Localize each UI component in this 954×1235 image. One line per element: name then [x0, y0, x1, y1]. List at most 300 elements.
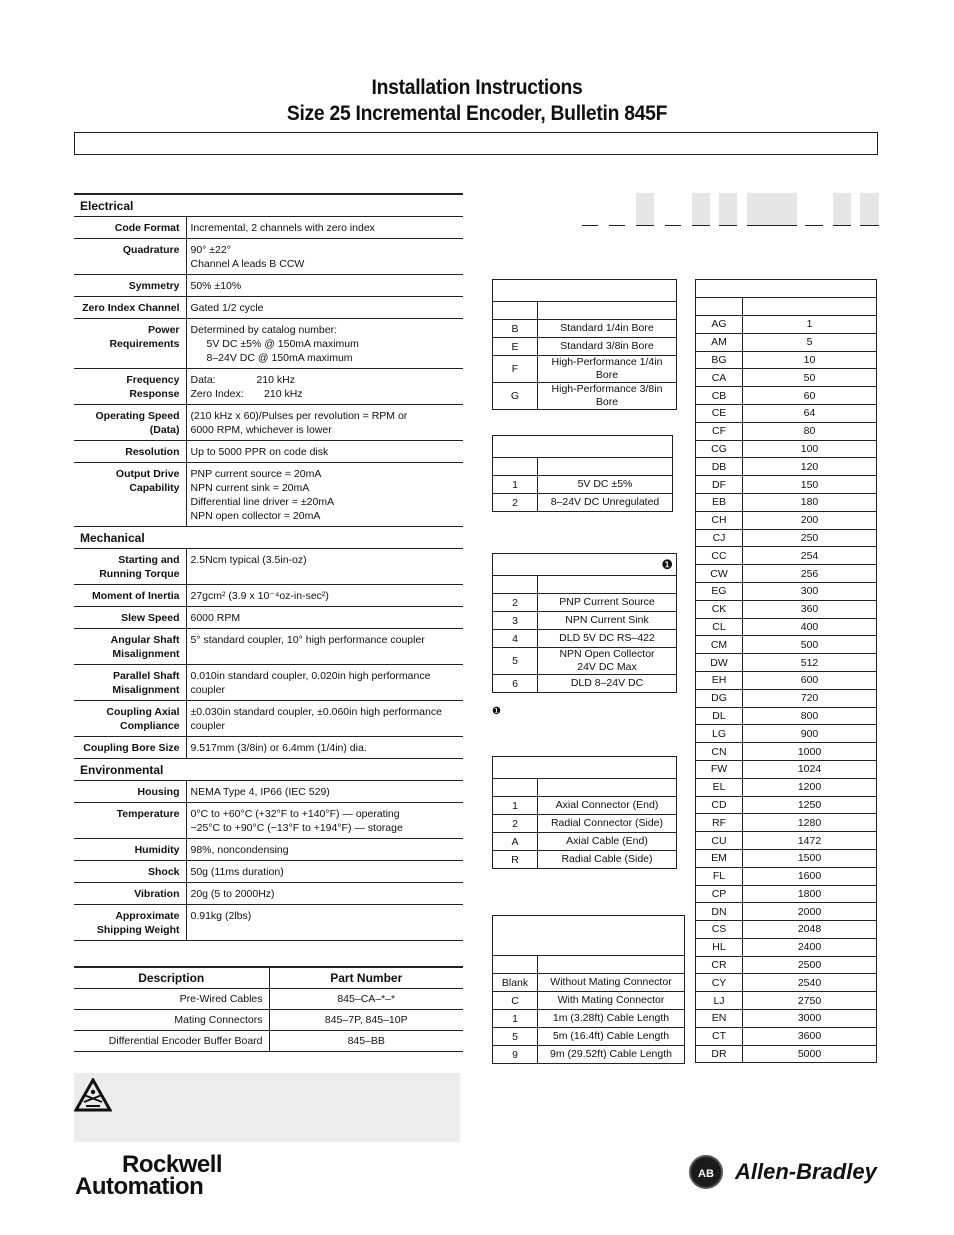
accessories-header-description: Description [74, 968, 269, 989]
ppr-code: CJ [696, 529, 743, 547]
ppr-row [696, 796, 877, 814]
ppr-value: 10 [743, 351, 877, 369]
ppr-code: EL [696, 778, 743, 796]
spec-section-title: Electrical [74, 195, 463, 217]
output-option-description: DLD 8–24V DC [538, 675, 677, 693]
spec-row [74, 369, 463, 405]
cable-option-description: Without Mating Connector [538, 974, 685, 992]
spec-value [186, 781, 463, 803]
ppr-row [696, 707, 877, 725]
spec-value-line: coupler [190, 720, 225, 732]
accessory-row [74, 1031, 463, 1052]
rockwell-automation-logo [75, 1151, 223, 1200]
spec-label [74, 441, 186, 463]
spec-label-line: Frequency [126, 374, 180, 386]
accessory-part-number: 845–7P, 845–10P [269, 1010, 463, 1031]
spec-row [74, 585, 463, 607]
spec-value-line: 50g (11ms duration) [190, 866, 284, 878]
cable-option-subheader-desc [538, 956, 685, 974]
bore-option-header-cell [493, 280, 677, 302]
spec-value-line: NPN current sink = 20mA [190, 482, 310, 494]
ppr-code: CA [696, 369, 743, 387]
cable-option-code: Blank [493, 974, 538, 992]
spec-label-line: (Data) [149, 424, 180, 436]
ppr-code: CT [696, 1027, 743, 1045]
ppr-code: CN [696, 743, 743, 761]
spec-label [74, 607, 186, 629]
spec-label-line: Humidity [134, 844, 180, 856]
spec-value-line: 6000 RPM [190, 612, 241, 624]
connector-option-code: 1 [493, 797, 538, 815]
connector-option-code: 2 [493, 815, 538, 833]
ppr-row [696, 1045, 877, 1063]
output-option-code: 4 [493, 630, 538, 648]
ppr-code: CU [696, 832, 743, 850]
ppr-value: 1024 [743, 760, 877, 778]
ppr-row [696, 600, 877, 618]
cable-option-description: With Mating Connector [538, 992, 685, 1010]
spec-section-row [74, 195, 463, 217]
spec-row [74, 463, 463, 527]
header-rule-box [74, 132, 878, 155]
cable-option-row [493, 992, 685, 1010]
spec-row [74, 319, 463, 369]
ppr-row [696, 885, 877, 903]
output-type-table [492, 553, 677, 693]
ppr-code: CY [696, 974, 743, 992]
spec-label-line: Response [129, 388, 180, 400]
spec-label-line: Symmetry [128, 280, 180, 292]
ppr-code: FL [696, 867, 743, 885]
ppr-value: 2500 [743, 956, 877, 974]
spec-label-line: Quadrature [122, 244, 180, 256]
spec-label [74, 839, 186, 861]
spec-label [74, 405, 186, 441]
ppr-row [696, 992, 877, 1010]
spec-value-line: 9.517mm (3/8in) or 6.4mm (1/4in) dia. [190, 742, 367, 754]
spec-label-line: Coupling Axial [106, 706, 180, 718]
spec-label-line: Output Drive [115, 468, 180, 480]
ppr-value: 100 [743, 440, 877, 458]
output-option-row [493, 594, 677, 612]
connector-option-row [493, 833, 677, 851]
spec-section-title: Environmental [74, 759, 463, 781]
cable-option-subheader [493, 956, 685, 974]
connector-option-description: Radial Cable (Side) [538, 851, 677, 869]
spec-label-line: Parallel Shaft [112, 670, 180, 682]
spec-label [74, 861, 186, 883]
ppr-value: 64 [743, 404, 877, 422]
spec-value-line: 0.91kg (2lbs) [190, 910, 252, 922]
ppr-row [696, 760, 877, 778]
spec-value [186, 883, 463, 905]
spec-label-line: Slew Speed [121, 612, 180, 624]
ppr-code: CL [696, 618, 743, 636]
ppr-value: 1472 [743, 832, 877, 850]
ppr-row [696, 1027, 877, 1045]
spec-label [74, 369, 186, 405]
output-option-subheader [493, 576, 677, 594]
ppr-value: 1600 [743, 867, 877, 885]
cable-option-code: C [493, 992, 538, 1010]
accessories-header-part-number: Part Number [269, 968, 463, 989]
ppr-code: LJ [696, 992, 743, 1010]
connector-option-header [493, 757, 677, 779]
ppr-value: 900 [743, 725, 877, 743]
output-option-description: DLD 5V DC RS–422 [538, 630, 677, 648]
spec-label [74, 629, 186, 665]
bore-option-description: Standard 3/8in Bore [538, 338, 677, 356]
ppr-value: 2048 [743, 921, 877, 939]
spec-value [186, 441, 463, 463]
spec-value [186, 239, 463, 275]
spec-value [186, 463, 463, 527]
ppr-code: DW [696, 654, 743, 672]
spec-value-line: 27gcm² (3.9 x 10⁻⁴oz-in-sec²) [190, 590, 329, 602]
spec-label-line: Code Format [114, 222, 180, 234]
spec-label [74, 463, 186, 527]
connector-option-code: A [493, 833, 538, 851]
spec-value [186, 737, 463, 759]
supply-voltage-table [492, 435, 673, 512]
spec-value [186, 297, 463, 319]
connector-option-row [493, 797, 677, 815]
ppr-code: CB [696, 387, 743, 405]
cable-option-header-cell [493, 916, 685, 956]
output-option-row [493, 630, 677, 648]
ppr-value: 5 [743, 333, 877, 351]
ppr-row [696, 547, 877, 565]
spec-label [74, 275, 186, 297]
spec-label [74, 701, 186, 737]
spec-row [74, 217, 463, 239]
supply-option-row [493, 476, 673, 494]
spec-label-line: Starting and [118, 554, 180, 566]
spec-label-line: Vibration [134, 888, 180, 900]
bore-option-code: F [493, 356, 538, 383]
spec-value-line: 50% ±10% [190, 280, 242, 292]
cable-option-code: 1 [493, 1010, 538, 1028]
ppr-row [696, 511, 877, 529]
attention-box [74, 1073, 460, 1142]
spec-row [74, 405, 463, 441]
ppr-code: BG [696, 351, 743, 369]
ppr-value: 1250 [743, 796, 877, 814]
spec-label-line: Resolution [125, 446, 180, 458]
supply-option-code: 1 [493, 476, 538, 494]
cable-option-row [493, 1010, 685, 1028]
spec-value-line: 8–24V DC @ 150mA maximum [206, 352, 353, 364]
ppr-row [696, 921, 877, 939]
accessory-row [74, 989, 463, 1010]
ppr-value: 3600 [743, 1027, 877, 1045]
ppr-code: DF [696, 476, 743, 494]
ppr-row [696, 529, 877, 547]
connector-option-description: Axial Cable (End) [538, 833, 677, 851]
spec-value [186, 839, 463, 861]
spec-label [74, 883, 186, 905]
ppr-row [696, 974, 877, 992]
output-note-marker: ❶ [661, 556, 673, 572]
spec-row [74, 549, 463, 585]
ppr-row [696, 387, 877, 405]
spec-label [74, 781, 186, 803]
spec-row [74, 665, 463, 701]
ppr-value: 1200 [743, 778, 877, 796]
spec-section-row [74, 759, 463, 781]
ppr-row [696, 832, 877, 850]
ppr-value: 720 [743, 689, 877, 707]
accessory-description: Mating Connectors [74, 1010, 269, 1031]
ppr-code: EM [696, 849, 743, 867]
rockwell-logo-line2: Automation [75, 1173, 204, 1200]
ppr-value: 600 [743, 671, 877, 689]
spec-row [74, 629, 463, 665]
ppr-row [696, 689, 877, 707]
ppr-row [696, 476, 877, 494]
ppr-row [696, 333, 877, 351]
ppr-code: AM [696, 333, 743, 351]
spec-value [186, 405, 463, 441]
spec-row [74, 607, 463, 629]
output-option-row [493, 648, 677, 675]
bore-option-row [493, 356, 677, 383]
ppr-row [696, 1010, 877, 1028]
spec-value-line: 0.010in standard coupler, 0.020in high performance [190, 670, 431, 682]
ppr-code: CG [696, 440, 743, 458]
spec-label-line: Shock [147, 866, 180, 878]
ppr-value: 512 [743, 654, 877, 672]
supply-option-header [493, 436, 673, 458]
spec-value-line: ±0.030in standard coupler, ±0.060in high performance [190, 706, 442, 718]
spec-label-line: Coupling Bore Size [83, 742, 180, 754]
spec-row [74, 839, 463, 861]
spec-label-line: Temperature [116, 808, 180, 820]
connector-option-subheader-code [493, 779, 538, 797]
spec-value-line: Determined by catalog number: [190, 324, 337, 336]
bore-option-table [492, 279, 677, 410]
accessory-part-number: 845–BB [269, 1031, 463, 1052]
spec-label-line: Running Torque [99, 568, 180, 580]
bore-option-row [493, 338, 677, 356]
ppr-value: 3000 [743, 1010, 877, 1028]
cable-option-description: 5m (16.4ft) Cable Length [538, 1028, 685, 1046]
supply-option-description: 5V DC ±5% [538, 476, 673, 494]
spec-value [186, 803, 463, 839]
spec-row [74, 297, 463, 319]
ppr-row [696, 849, 877, 867]
connector-option-row [493, 851, 677, 869]
connector-option-description: Axial Connector (End) [538, 797, 677, 815]
supply-option-subheader-code [493, 458, 538, 476]
ppr-value: 50 [743, 369, 877, 387]
supply-option-row [493, 494, 673, 512]
spec-row [74, 781, 463, 803]
bore-option-subheader-desc [538, 302, 677, 320]
spec-row [74, 905, 463, 941]
accessory-description: Differential Encoder Buffer Board [74, 1031, 269, 1052]
ppr-value: 1000 [743, 743, 877, 761]
ppr-code: RF [696, 814, 743, 832]
spec-value [186, 369, 463, 405]
output-option-code: 6 [493, 675, 538, 693]
output-footnote-mark: ❶ [492, 706, 501, 717]
rockwell-logo-line1: Rockwell [122, 1151, 223, 1178]
ppr-code: EG [696, 582, 743, 600]
ppr-value: 2540 [743, 974, 877, 992]
spec-label [74, 665, 186, 701]
ppr-code: CH [696, 511, 743, 529]
ppr-value: 254 [743, 547, 877, 565]
ppr-row [696, 956, 877, 974]
ppr-code: DN [696, 903, 743, 921]
spec-label [74, 905, 186, 941]
ppr-row [696, 565, 877, 583]
spec-value [186, 585, 463, 607]
ppr-value: 400 [743, 618, 877, 636]
spec-label-line: Misalignment [112, 684, 180, 696]
connector-option-subheader-desc [538, 779, 677, 797]
ppr-value: 180 [743, 493, 877, 511]
spec-value-line: Up to 5000 PPR on code disk [190, 446, 329, 458]
ppr-value: 1800 [743, 885, 877, 903]
supply-option-header-cell [493, 436, 673, 458]
spec-row [74, 441, 463, 463]
ppr-value: 256 [743, 565, 877, 583]
spec-label-line: Requirements [109, 338, 180, 350]
ppr-value: 2000 [743, 903, 877, 921]
bore-option-subheader [493, 302, 677, 320]
supply-option-code: 2 [493, 494, 538, 512]
spec-value [186, 665, 463, 701]
spec-label [74, 319, 186, 369]
spec-label-line: Shipping Weight [96, 924, 180, 936]
ppr-code: CS [696, 921, 743, 939]
output-option-description: NPN Open Collector 24V DC Max [538, 648, 677, 675]
supply-option-subheader-desc [538, 458, 673, 476]
spec-value-line: 90° ±22° [190, 244, 231, 256]
ppr-row [696, 671, 877, 689]
spec-label [74, 549, 186, 585]
cable-option-header [493, 916, 685, 956]
ppr-header-cell [696, 280, 877, 298]
ppr-code: DB [696, 458, 743, 476]
output-option-row [493, 675, 677, 693]
ppr-row [696, 903, 877, 921]
spec-label-line: Power [147, 324, 180, 336]
ppr-row [696, 814, 877, 832]
spec-value [186, 275, 463, 297]
connector-option-code: R [493, 851, 538, 869]
spec-value [186, 607, 463, 629]
ppr-row [696, 725, 877, 743]
spec-value-line: 5° standard coupler, 10° high performance coupler [190, 634, 425, 646]
ppr-row [696, 458, 877, 476]
ppr-value: 2750 [743, 992, 877, 1010]
spec-value-line: Differential line driver = ±20mA [190, 496, 335, 508]
bore-option-row [493, 320, 677, 338]
spec-label [74, 803, 186, 839]
ppr-value: 1500 [743, 849, 877, 867]
ppr-code: HL [696, 938, 743, 956]
spec-row [74, 861, 463, 883]
ppr-row [696, 618, 877, 636]
accessory-description: Pre-Wired Cables [74, 989, 269, 1010]
connector-option-row [493, 815, 677, 833]
spec-value [186, 701, 463, 737]
spec-value-line: Zero Index: 210 kHz [190, 388, 303, 400]
output-option-description: PNP Current Source [538, 594, 677, 612]
ppr-value: 5000 [743, 1045, 877, 1063]
spec-label-line: Moment of Inertia [91, 590, 180, 602]
output-option-code: 3 [493, 612, 538, 630]
ppr-row [696, 582, 877, 600]
ppr-value: 60 [743, 387, 877, 405]
warning-triangle-icon [74, 1078, 112, 1112]
spec-label-line: Compliance [119, 720, 180, 732]
ppr-code: FW [696, 760, 743, 778]
accessory-part-number: 845–CA–*–* [269, 989, 463, 1010]
accessories-table [74, 966, 463, 1052]
cable-option-description: 9m (29.52ft) Cable Length [538, 1046, 685, 1064]
bore-option-description: High-Performance 1/4in Bore [538, 356, 677, 383]
ppr-header [696, 280, 877, 298]
spec-section-row [74, 527, 463, 549]
ppr-row [696, 404, 877, 422]
spec-value-line: (210 kHz x 60)/Pulses per revolution = RPM or [190, 410, 408, 422]
ppr-code: LG [696, 725, 743, 743]
spec-row [74, 883, 463, 905]
spec-value-line: PNP current source = 20mA [190, 468, 322, 480]
ppr-code: CD [696, 796, 743, 814]
spec-row [74, 701, 463, 737]
ppr-code: DG [696, 689, 743, 707]
spec-value [186, 319, 463, 369]
spec-label-line: Capability [129, 482, 180, 494]
output-option-code: 5 [493, 648, 538, 675]
connector-option-subheader [493, 779, 677, 797]
ppr-code: EN [696, 1010, 743, 1028]
ppr-code: CC [696, 547, 743, 565]
spec-label-line: Misalignment [112, 648, 180, 660]
output-option-header-cell [493, 554, 677, 576]
spec-value-line: Channel A leads B CCW [190, 258, 305, 270]
spec-value-line: 5V DC ±5% @ 150mA maximum [206, 338, 359, 350]
spec-value [186, 217, 463, 239]
spec-row [74, 275, 463, 297]
supply-option-description: 8–24V DC Unregulated [538, 494, 673, 512]
bore-option-description: High-Performance 3/8in Bore [538, 383, 677, 410]
ppr-value: 300 [743, 582, 877, 600]
page-title-line1: Installation Instructions [371, 76, 583, 99]
spec-label-line: Zero Index Channel [82, 302, 180, 314]
ppr-code: CE [696, 404, 743, 422]
ppr-row [696, 938, 877, 956]
spec-value [186, 549, 463, 585]
connector-option-header-cell [493, 757, 677, 779]
ppr-code: CP [696, 885, 743, 903]
ppr-code-table [695, 279, 877, 1063]
spec-value-line: 0°C to +60°C (+32°F to +140°F) — operating [190, 808, 400, 820]
spec-label-line: Operating Speed [95, 410, 180, 422]
cable-option-row [493, 1046, 685, 1064]
cable-option-code: 5 [493, 1028, 538, 1046]
output-option-row [493, 612, 677, 630]
spec-value [186, 861, 463, 883]
ppr-value: 200 [743, 511, 877, 529]
spec-label-line: Approximate [115, 910, 180, 922]
ppr-row [696, 654, 877, 672]
